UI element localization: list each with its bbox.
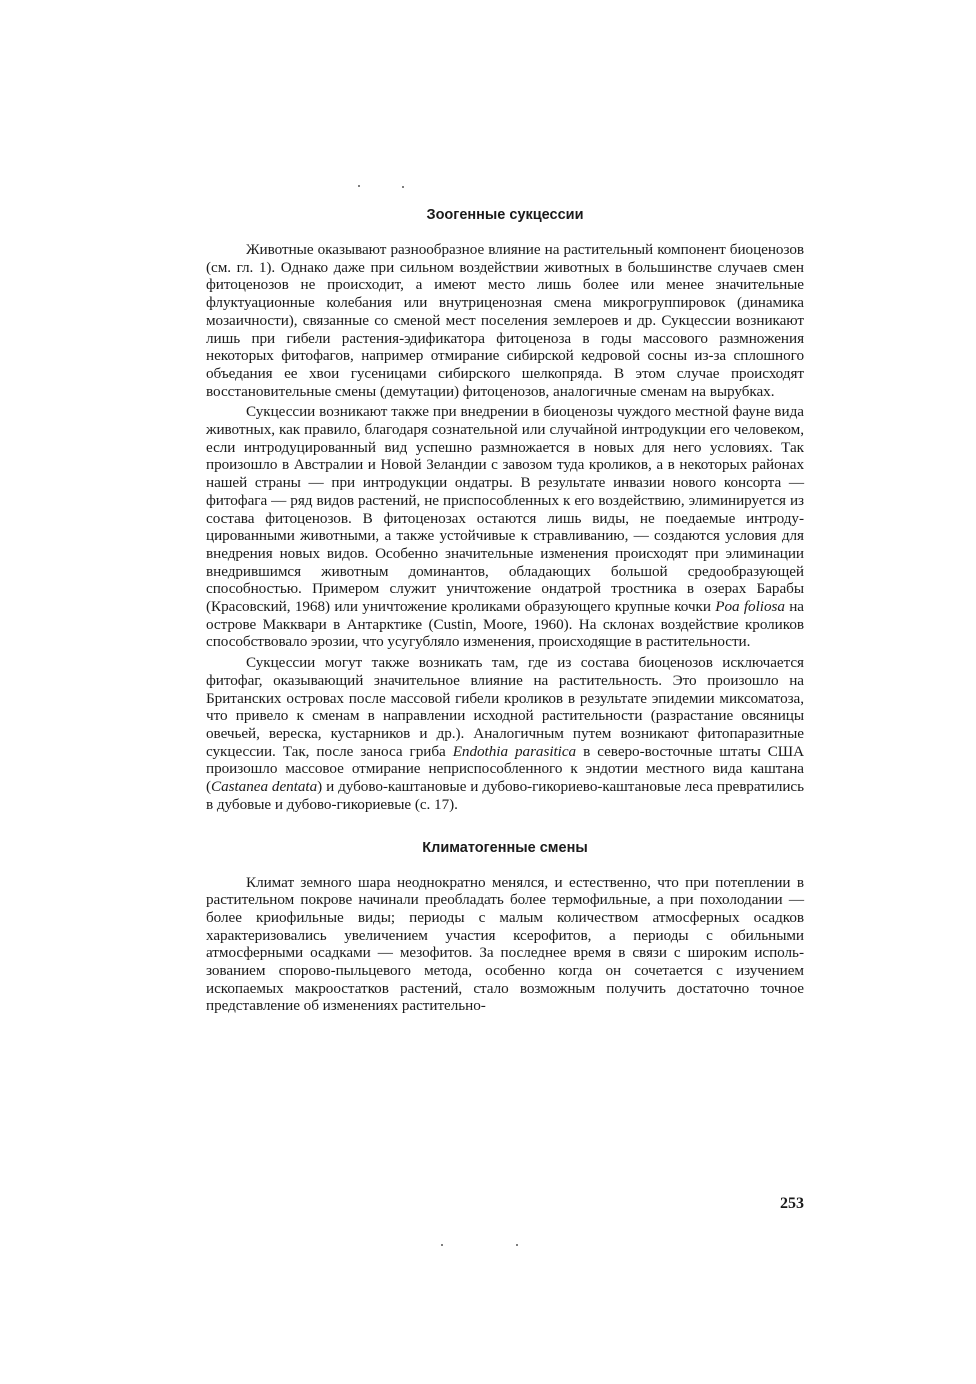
paragraph-2-end: на острове Макквари в Антарктике (Custin, Moore, 1960). На склонах воздействие кроликов способствовало эрозии, что усугубляло изменения, происходящие в растительности.	[206, 598, 804, 651]
paragraph-3-end: ) и дубово-каштановые и дубово-гикориево-каштановые леса превратились в дубовые и дубово-гикориевые (с. 17).	[206, 778, 804, 813]
paragraph-2	[206, 403, 804, 651]
paragraph-4: Климат земного шара неоднократно менялся, и естественно, что при потеплении в растительном покрове начинали преобладать более термофильные, а при похолодании — более криофильные виды; периоды с малым количеством атмосферных осадков характеризовались увеличением участия ксерофитов, а периоды с обильными атмосферными осадками — мезофитов. За последнее время в связи с широким использованием спорово-пыльцевого метода, особенно когда он сочетается с изучением ископаемых макроостатков растений, стало возможным получить достаточно точное представление об изменениях растительно-	[206, 873, 804, 1015]
page-number: 253	[780, 1195, 804, 1212]
species-name-castanea: Castanea dentata	[211, 778, 318, 796]
text-column	[206, 205, 804, 1015]
species-name-endothia: Endothia parasitica	[452, 742, 577, 760]
scan-speck	[441, 1244, 443, 1246]
scan-speck	[402, 186, 404, 188]
paragraph-3-mid: в северо-восточные штаты США произошло массовое отмирание неприспособленного к эндотии местного вида каштана (	[206, 742, 804, 796]
scan-speck	[358, 185, 360, 187]
section-heading-zoogenic: Зоогенные сукцессии	[426, 207, 584, 223]
paragraph-3	[206, 654, 804, 813]
scan-speck	[516, 1244, 518, 1246]
paragraph-3-text: Сукцессии могут также возникать там, где из состава биоценозов исключается фитофаг, оказывающий значительное влияние на растительность. Это произошло на Британских островах после массовой гибели кроликов в результате эпидемии миксоматоза, что привело к сменам в направлении исходной растительности (разрастание овсяницы овечьей, вереска, кустарников и др.). Аналогичным путем возникают фитопаразитные сукцессии. Так, после заноса гриба	[206, 654, 804, 760]
species-name-poa: Poa foliosa	[715, 598, 785, 616]
paragraph-2-text: Сукцессии возникают также при внедрении в биоценозы чуждого местной фауне вида животных, как правило, благодаря сознательной или случайной интродукции его человеком, если интродуцированный вид успешно размножается в новых для него условиях. Так произошло в Австралии и Новой Зеландии с завозом туда кроликов, а в некоторых районах нашей страны — при интродукции ондатры. В результате инвазии нового консорта — фитофага — ряд видов растений, не приспособленных к его воздействию, элиминируется из состава фитоценозов. В фитоценозах остаются лишь виды, не поедаемые интродуцированными животными, а также устойчивые к стравливанию, — создаются условия для внедрения новых видов. Особенно значительные изменения происходят при элиминации внедрившимся животным доминантов, обладающих большой средообразующей способностью. Примером служит уничтожение ондатрой тростника в озерах Барабы (Красовский, 1968) или уничтожение кроликами образующего крупные кочки	[206, 403, 804, 616]
paragraph-1: Животные оказывают разнообразное влияние на растительный компонент биоценозов (см. гл. 1). Однако даже при сильном воздействии животных в большинстве случаев смен фитоценозов не происходит, а имеют место лишь более или менее значительные флуктуационные колебания или внутриценозная смена микрогруппировок (динамика мозаичности), связанные со сменой мест поселения землероев и др. Сукцессии возникают лишь при гибели растения-эдификатора фитоценоза в годы массового размножения некоторых фитофагов, например отмирание сибирской кедровой сосны из-за сплошного объедания ее хвои гусеницами сибирского шелкопряда. В этом случае происходят восстановительные смены (демутации) фитоценозов, аналогичные сменам на вырубках.	[206, 241, 804, 400]
section-heading-climatogenic: Климатогенные смены	[422, 839, 588, 856]
